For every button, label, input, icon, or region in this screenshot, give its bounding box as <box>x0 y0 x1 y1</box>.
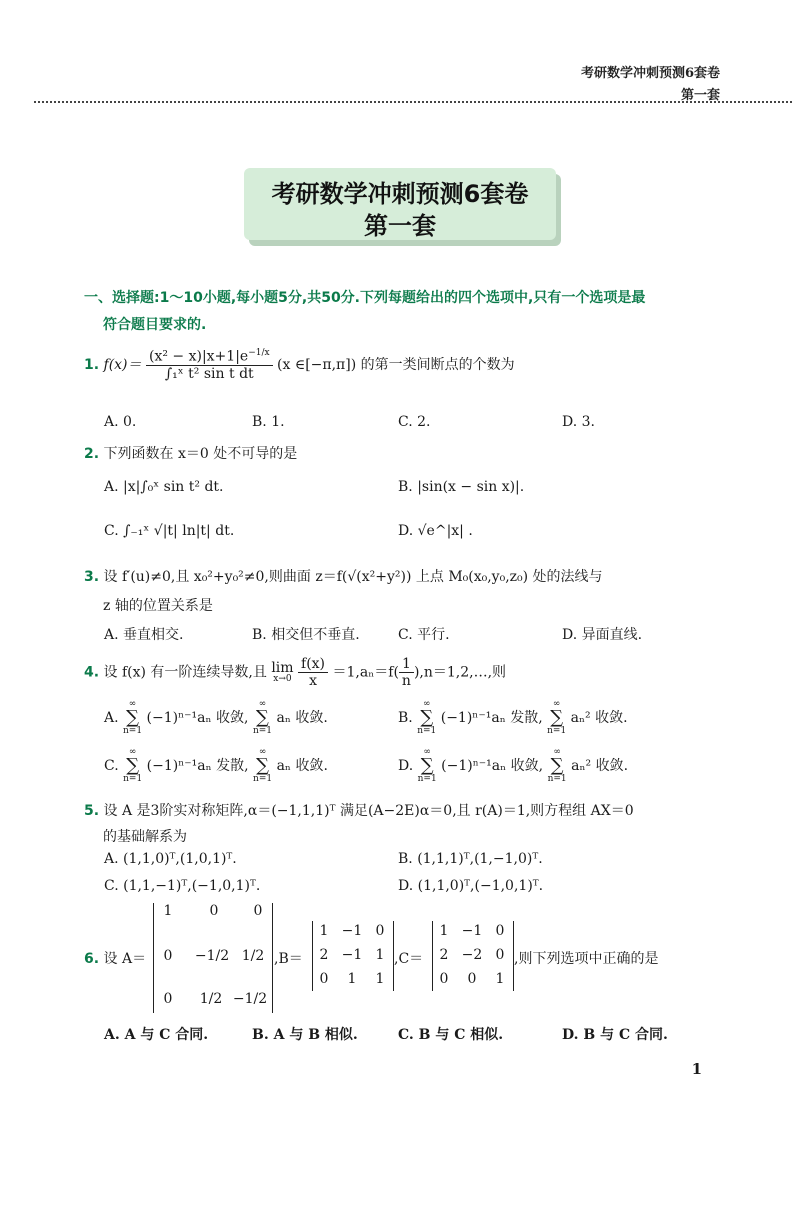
matrix-cell: 1 <box>375 947 385 963</box>
q2-option-d: D. √e^|x| . <box>398 523 473 539</box>
q3-line1: 设 f′(u)≠0,且 x₀²+y₀²≠0,则曲面 z＝f(√(x²+y²)) 上点 M₀(x₀,y₀,z₀) 处的法线与 <box>103 569 603 585</box>
option-label: D. <box>398 758 414 774</box>
q4-option-a: A. ∞ ∑ n=1 (−1)ⁿ⁻¹aₙ 收敛, ∞ ∑ n=1 aₙ 收敛. <box>104 699 328 736</box>
question-6-prefix <box>84 948 146 968</box>
matrix-cell: 0 <box>319 971 329 987</box>
question-number: 6. <box>84 951 100 967</box>
q2-option-a: A. |x|∫₀ˣ sin t² dt. <box>104 479 224 495</box>
section-heading-line1: 一、选择题:1～10小题,每小题5分,共50分.下列每题给出的四个选项中,只有一个选项是最 <box>84 290 646 306</box>
matrix-cell: 2 <box>319 947 329 963</box>
sum-term: (−1)ⁿ⁻¹aₙ <box>146 710 212 726</box>
question-number: 1. <box>84 356 100 373</box>
sum-bottom: n=1 <box>253 774 273 784</box>
q5-option-c: C. (1,1,−1)ᵀ,(−1,0,1)ᵀ. <box>104 878 261 894</box>
sum-term: aₙ² <box>570 710 591 726</box>
matrix-cell: −2 <box>461 947 483 963</box>
sum-bottom: n=1 <box>417 774 437 784</box>
q6-option-b: B. A 与 B 相似. <box>252 1027 358 1043</box>
option-label: B. <box>398 710 413 726</box>
q6-option-d: D. B 与 C 合同. <box>562 1027 668 1043</box>
q4-one: 1 <box>399 656 414 673</box>
sum-top: ∞ <box>552 699 561 709</box>
matrix-cell: −1 <box>341 923 363 939</box>
option-label: A. <box>104 710 119 726</box>
sum-bottom: n=1 <box>417 726 437 736</box>
sum-top: ∞ <box>258 747 267 757</box>
matrix-cell: −1/2 <box>232 991 268 1007</box>
banner-subtitle: 第一套 <box>364 212 436 240</box>
question-3 <box>84 566 603 586</box>
matrix-cell: 1/2 <box>199 991 223 1007</box>
sum-top: ∞ <box>423 747 431 757</box>
matrix-a <box>153 903 273 1013</box>
sum-bottom: n=1 <box>252 726 273 736</box>
q4-option-d: D. ∞ ∑ n=1 (−1)ⁿ⁻¹aₙ 收敛, ∞ ∑ n=1 aₙ² 收敛. <box>398 747 629 784</box>
sum-term: (−1)ⁿ⁻¹aₙ <box>146 758 212 774</box>
q1-exponent: −1/x <box>248 348 270 358</box>
matrix-cell: 1/2 <box>241 948 265 964</box>
q3-option-b: B. 相交但不垂直. <box>252 627 360 643</box>
q4-stem-a: 设 f(x) 有一阶连续导数,且 <box>103 664 267 681</box>
sum-verdict: 发散 <box>510 710 539 726</box>
q4-option-c: C. ∞ ∑ n=1 (−1)ⁿ⁻¹aₙ 发散, ∞ ∑ n=1 aₙ 收敛. <box>104 747 328 784</box>
running-header-set: 第一套 <box>680 88 720 103</box>
q1-option-b: B. 1. <box>252 414 285 430</box>
sum-bottom: n=1 <box>547 726 567 736</box>
q2-option-b: B. |sin(x − sin x)|. <box>398 479 525 495</box>
q3-option-c: C. 平行. <box>398 627 450 643</box>
q5-option-d: D. (1,1,0)ᵀ,(−1,0,1)ᵀ. <box>398 878 544 894</box>
q1-option-d: D. 3. <box>562 414 595 430</box>
matrix-cell: 1 <box>319 923 329 939</box>
matrix-cell: 2 <box>439 947 449 963</box>
matrix-cell: 0 <box>209 903 219 919</box>
sum-top: ∞ <box>258 699 267 709</box>
q6-tail: ,则下列选项中正确的是 <box>514 951 659 967</box>
q5-line2: 的基础解系为 <box>103 829 187 845</box>
title-banner <box>244 168 556 240</box>
matrix-c <box>432 921 514 991</box>
sum-top: ∞ <box>128 699 137 709</box>
q2-stem: 下列函数在 x＝0 处不可导的是 <box>103 446 298 462</box>
q4-lim-sub: x→0 <box>273 674 292 684</box>
q6-matC-label: ,C＝ <box>394 951 424 967</box>
sum-verdict: 收敛 <box>510 758 539 774</box>
matrix-cell: 1 <box>439 923 449 939</box>
q4-frac-den: x <box>309 673 317 689</box>
question-number: 4. <box>84 664 100 681</box>
sum-verdict: 收敛 <box>216 710 245 726</box>
sum-verdict: 收敛 <box>595 758 624 774</box>
matrix-cell: −1 <box>461 923 483 939</box>
q6-matB-label: ,B＝ <box>274 951 303 967</box>
sum-top: ∞ <box>128 747 137 757</box>
matrix-cell: 0 <box>495 923 505 939</box>
matrix-cell: 0 <box>439 971 449 987</box>
q5-option-b: B. (1,1,1)ᵀ,(1,−1,0)ᵀ. <box>398 851 543 867</box>
sum-term: aₙ² <box>571 758 592 774</box>
q2-option-c: C. ∫₋₁ˣ √|t| ln|t| dt. <box>104 523 235 539</box>
matrix-cell: 0 <box>375 923 385 939</box>
matrix-cell: 0 <box>467 971 477 987</box>
q1-denominator: ∫₁ˣ t² sin t dt <box>164 365 254 382</box>
q6-pre: 设 A＝ <box>103 951 147 967</box>
q3-option-d: D. 异面直线. <box>562 627 643 643</box>
q6-option-a: A. A 与 C 合同. <box>104 1027 209 1043</box>
q4-frac-num: f(x) <box>298 656 328 673</box>
q4-lim: lim <box>271 660 294 676</box>
matrix-cell: 0 <box>163 948 173 964</box>
q4-stem-c: ,n＝1,2,…,则 <box>419 664 507 681</box>
matrix-cell: −1/2 <box>194 948 230 964</box>
question-1 <box>84 348 515 382</box>
q1-option-c: C. 2. <box>398 414 431 430</box>
q5-line1: 设 A 是3阶实对称矩阵,α＝(−1,1,1)ᵀ 满足(A−2E)α＝0,且 r(A)＝1,则方程组 AX＝0 <box>103 803 634 819</box>
q4-option-b: B. ∞ ∑ n=1 (−1)ⁿ⁻¹aₙ 发散, ∞ ∑ n=1 aₙ² 收敛. <box>398 699 628 736</box>
sum-term: aₙ <box>276 758 291 774</box>
banner-title: 考研数学冲刺预测6套卷 <box>271 180 529 208</box>
q5-option-a: A. (1,1,0)ᵀ,(1,0,1)ᵀ. <box>104 851 237 867</box>
matrix-cell: 1 <box>495 971 505 987</box>
matrix-cell: 1 <box>163 903 173 919</box>
q3-option-a: A. 垂直相交. <box>104 627 184 643</box>
sum-top: ∞ <box>553 747 561 757</box>
sum-bottom: n=1 <box>123 726 143 736</box>
q1-numerator: (x² − x)|x+1|e <box>148 348 249 365</box>
matrix-cell: 1 <box>375 971 385 987</box>
header-divider <box>34 101 792 103</box>
section-heading-line2: 符合题目要求的. <box>103 317 207 333</box>
sum-term: (−1)ⁿ⁻¹aₙ <box>440 710 506 726</box>
q6-option-c: C. B 与 C 相似. <box>398 1027 504 1043</box>
page-number: 1 <box>691 1060 702 1078</box>
sum-verdict: 发散 <box>216 758 245 774</box>
q3-line2: z 轴的位置关系是 <box>103 598 213 614</box>
matrix-b <box>312 921 394 991</box>
matrix-cell: 1 <box>347 971 357 987</box>
q1-tail: (x ∈[−π,π]) 的第一类间断点的个数为 <box>277 356 515 373</box>
q4-stem-b: ＝1,aₙ＝f <box>332 664 394 681</box>
sum-top: ∞ <box>422 699 431 709</box>
question-4: 4. 设 f(x) 有一阶连续导数,且 lim x→0 $\frac{f(x)}{x}$ ＝1,aₙ＝f( $\frac{1}{n}$ ),n＝1,2,…,则 <box>84 656 507 689</box>
sum-verdict: 收敛 <box>595 710 624 726</box>
matrix-cell: −1 <box>341 947 363 963</box>
q1-option-a: A. 0. <box>104 414 137 430</box>
sum-bottom: n=1 <box>123 774 143 784</box>
sum-bottom: n=1 <box>547 774 567 784</box>
question-2 <box>84 443 297 463</box>
sum-term: (−1)ⁿ⁻¹aₙ <box>441 758 507 774</box>
q1-function: f(x)＝ <box>103 356 142 373</box>
matrix-cell: 0 <box>253 903 263 919</box>
question-number: 5. <box>84 803 100 819</box>
running-header-title: 考研数学冲刺预测6套卷 <box>580 66 720 81</box>
question-number: 2. <box>84 446 100 462</box>
sum-verdict: 收敛 <box>295 710 324 726</box>
sum-term: aₙ <box>276 710 291 726</box>
matrix-cell: 0 <box>495 947 505 963</box>
matrix-cell: 0 <box>163 991 173 1007</box>
sum-verdict: 收敛 <box>295 758 324 774</box>
question-5 <box>84 800 634 820</box>
question-number: 3. <box>84 569 100 585</box>
q4-n: n <box>401 673 411 689</box>
option-label: C. <box>104 758 119 774</box>
